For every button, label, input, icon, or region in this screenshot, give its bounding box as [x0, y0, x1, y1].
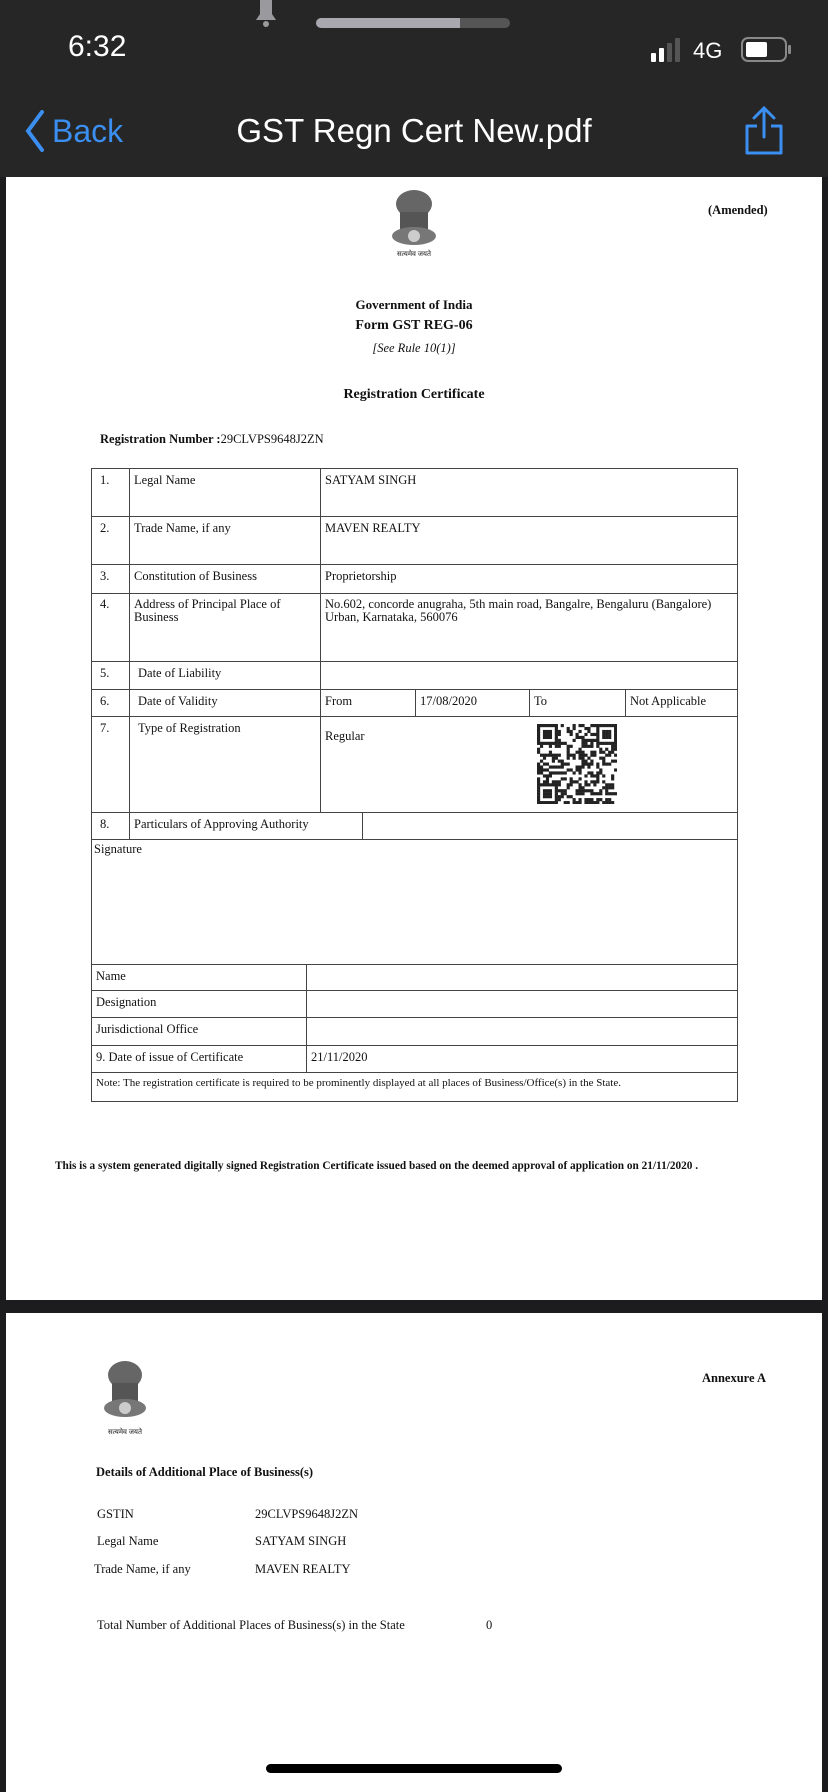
registration-type-value: Regular — [325, 729, 365, 743]
row-label: Legal Name — [130, 469, 321, 516]
signal-icon — [651, 38, 681, 62]
address-value: No.602, concorde anugraha, 5th main road, Bangalre, Bengaluru (Bangalore) Urban, Karnataka, 560076 — [325, 597, 712, 625]
amended-label: (Amended) — [708, 203, 768, 217]
name-value — [307, 965, 737, 990]
row-number: 5. — [92, 662, 130, 689]
gstin-label: GSTIN — [97, 1507, 134, 1521]
legal-name-label: Legal Name — [97, 1534, 159, 1548]
table-row — [92, 1073, 737, 1101]
trade-name-label: Trade Name, if any — [94, 1562, 191, 1576]
row-number: 3. — [92, 565, 130, 593]
liability-value — [321, 662, 737, 689]
row-number: 6. — [92, 690, 130, 716]
row-number: 4. — [92, 594, 130, 661]
bell-icon — [254, 0, 278, 28]
table-row — [92, 1046, 737, 1073]
national-emblem-icon — [100, 1359, 150, 1421]
certificate-table — [91, 468, 738, 1102]
battery-icon — [741, 37, 793, 63]
table-row — [92, 690, 737, 717]
to-label: To — [530, 690, 626, 716]
issue-date-value: 21/11/2020 — [311, 1050, 368, 1064]
table-row — [92, 813, 737, 840]
from-label: From — [321, 690, 416, 716]
status-time: 6:32 — [68, 30, 127, 63]
name-label: Name — [92, 965, 307, 990]
gov-heading: Government of India — [355, 297, 473, 312]
row-label: Address of Principal Place of Business — [130, 594, 321, 661]
gstin-value: 29CLVPS9648J2ZN — [255, 1507, 359, 1521]
total-places-value: 0 — [486, 1618, 493, 1632]
jurisdictional-label: Jurisdictional Office — [92, 1018, 307, 1045]
registration-type-cell — [321, 717, 737, 812]
designation-label: Designation — [92, 991, 307, 1017]
home-indicator[interactable] — [266, 1764, 562, 1773]
reg-number-value: 29CLVPS9648J2ZN — [220, 432, 324, 446]
row-label: Date of Validity — [130, 690, 321, 716]
volume-bar — [316, 18, 510, 28]
table-row — [92, 565, 737, 594]
row-label: Date of Liability — [130, 662, 321, 689]
row-label: Constitution of Business — [130, 565, 321, 593]
row-label: Type of Registration — [130, 717, 321, 812]
table-row — [92, 965, 737, 991]
from-date: 17/08/2020 — [416, 690, 530, 716]
back-label: Back — [52, 112, 124, 149]
issue-date-label: 9. Date of issue of Certificate — [92, 1046, 307, 1072]
row-label: Trade Name, if any — [130, 517, 321, 564]
jurisdictional-value — [307, 1018, 737, 1045]
table-row — [92, 662, 737, 690]
legal-name-value: SATYAM SINGH — [255, 1534, 347, 1548]
share-icon[interactable] — [743, 106, 785, 156]
qr-code — [537, 724, 617, 804]
reg-number-label: Registration Number : — [100, 432, 221, 446]
signature-label: Signature — [94, 842, 142, 856]
table-row — [92, 991, 737, 1018]
table-row — [92, 717, 737, 813]
registration-number — [100, 432, 324, 447]
form-heading: Form GST REG-06 — [355, 318, 473, 333]
table-row — [92, 594, 737, 662]
row-label: Particulars of Approving Authority — [130, 813, 363, 839]
top-bar — [0, 0, 828, 177]
legal-name-value: SATYAM SINGH — [325, 473, 417, 487]
row-number: 1. — [92, 469, 130, 516]
emblem-motto: सत्यमेव जयते — [108, 1428, 142, 1436]
footer-statement: This is a system generated digitally signed Registration Certificate issued based on the deemed approval of application on 21/11/2020 . — [55, 1160, 699, 1172]
row-number: 7. — [92, 717, 130, 812]
row-number: 8. — [92, 813, 130, 839]
table-row — [92, 517, 737, 565]
rule-reference: [See Rule 10(1)] — [372, 341, 456, 355]
designation-value — [307, 991, 737, 1017]
trade-name-value: MAVEN REALTY — [325, 521, 421, 535]
document-title: GST Regn Cert New.pdf — [236, 112, 592, 149]
national-emblem-icon — [388, 188, 440, 248]
row-number: 2. — [92, 517, 130, 564]
emblem-motto: सत्यमेव जयते — [397, 250, 431, 258]
table-row — [92, 840, 737, 965]
certificate-heading: Registration Certificate — [343, 387, 485, 402]
annexure-label: Annexure A — [702, 1371, 767, 1385]
note-text: Note: The registration certificate is required to be prominently displayed at all places of Business/Office(s) in the State. — [96, 1077, 621, 1089]
network-label: 4G — [693, 38, 723, 63]
trade-name-value: MAVEN REALTY — [255, 1562, 351, 1576]
annexure-heading: Details of Additional Place of Business(s) — [96, 1465, 314, 1479]
total-places-label: Total Number of Additional Places of Business(s) in the State — [97, 1618, 405, 1632]
table-row — [92, 469, 737, 517]
approving-authority-value — [363, 813, 737, 839]
constitution-value: Proprietorship — [325, 569, 397, 583]
to-date: Not Applicable — [630, 694, 707, 708]
table-row — [92, 1018, 737, 1046]
